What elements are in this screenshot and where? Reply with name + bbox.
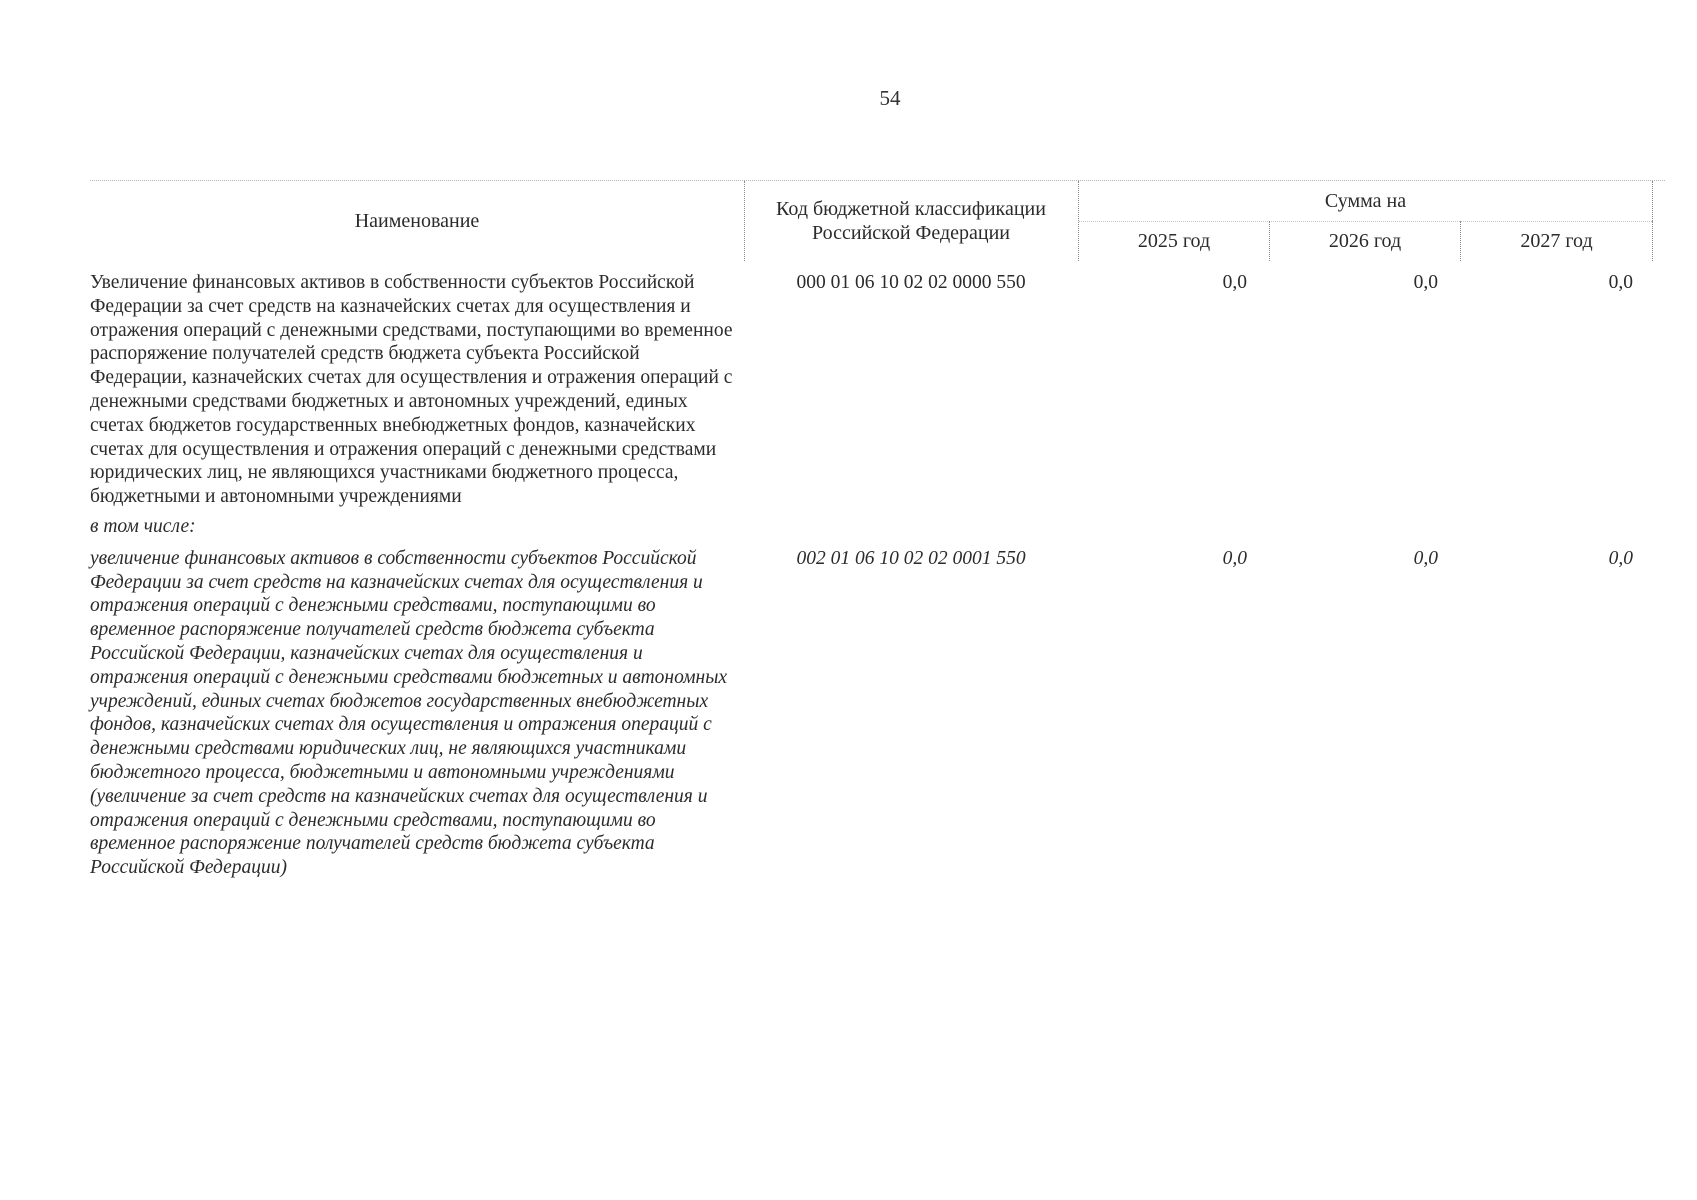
row-value-2026: 0,0 [1413, 547, 1438, 569]
row-value-2027: 0,0 [1608, 272, 1633, 293]
header-name: Наименование [90, 181, 745, 261]
table-row [90, 547, 1665, 880]
row-code: 002 01 06 10 02 02 0001 550 [796, 547, 1026, 569]
header-right-edge [1652, 181, 1653, 261]
page-number: 54 [879, 86, 901, 110]
row-value-2027: 0,0 [1608, 547, 1633, 569]
row-name: увеличение финансовых активов в собственности субъектов Российской Федерации за счет средств на казначейских счетах для осуществления и отражения операций с денежными средствами, поступающими во временное распоряжение получателей средств бюджета субъекта Российской Федерации, казначейских счетах для осуществления и отражения операций с денежными средствами бюджетных и автономных учреждений, единых счетах бюджетов государственных внебюджетных фондов, казначейских счетах для осуществления и отражения операций с денежными средствами юридических лиц, не являющихся участниками бюджетного процесса, бюджетными и автономными учреждениями (увеличение за счет средств на казначейских счетах для осуществления и отражения операций с денежными средствами, поступающими во временное распоряжение получателей средств бюджета субъекта Российской Федерации) [90, 547, 728, 879]
table-header [90, 180, 1665, 261]
subheading-text: в том числе: [90, 515, 196, 537]
header-code: Код бюджетной классификации Российской Федерации [744, 181, 1079, 261]
subheading-row [90, 515, 1665, 539]
row-value-2026: 0,0 [1413, 272, 1438, 293]
header-year-2026: 2026 год [1270, 221, 1461, 261]
row-name: Увеличение финансовых активов в собственности субъектов Российской Федерации за счет средств на казначейских счетах для осуществления и отражения операций с денежными средствами, поступающими во временное распоряжение получателей средств бюджета субъекта Российской Федерации, казначейских счетах для осуществления и отражения операций с денежными средствами бюджетных и автономных учреждений, единых счетах бюджетов государственных внебюджетных фондов, казначейских счетах для осуществления и отражения операций с денежными средствами юридических лиц, не являющихся участниками бюджетного процесса, бюджетными и автономными учреждениями [90, 272, 733, 508]
budget-table [90, 180, 1665, 880]
table-row [90, 271, 1665, 509]
header-year-2025: 2025 год [1079, 221, 1270, 261]
row-value-2025: 0,0 [1222, 547, 1247, 569]
row-value-2025: 0,0 [1222, 272, 1247, 293]
header-year-2027: 2027 год [1461, 221, 1653, 261]
header-sum: Сумма на [1079, 181, 1652, 222]
row-code: 000 01 06 10 02 02 0000 550 [796, 272, 1026, 293]
